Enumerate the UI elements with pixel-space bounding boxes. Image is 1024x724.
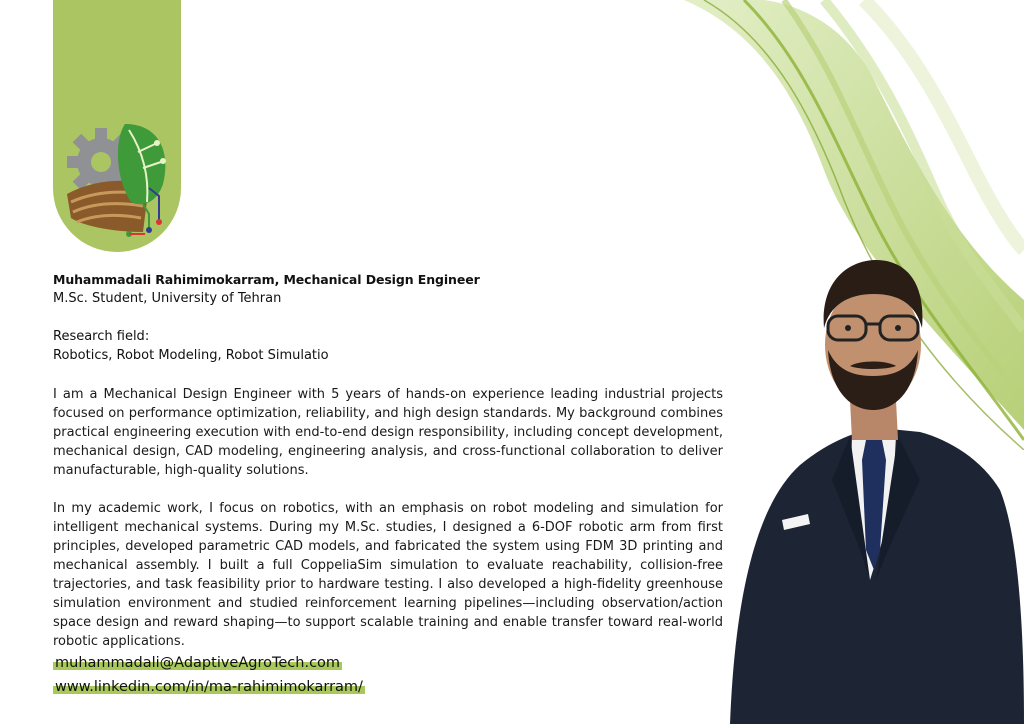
degree-line: M.Sc. Student, University of Tehran xyxy=(53,291,282,306)
research-field-label: Research field: xyxy=(53,329,150,344)
email-text[interactable]: muhammadali@AdaptiveAgroTech.com xyxy=(55,655,341,671)
gear-field-leaf-logo-icon xyxy=(63,122,175,242)
academic-paragraph: In my academic work, I focus on robotics, with an emphasis on robot modeling and simulation for intelligent mechanical systems. During my M.Sc. studies, I designed a 6-DOF robotic arm from first principles, developed parametric CAD models, and fabricated the system using FDM 3D printing and mechanical assembly. I built a full CoppeliaSim simulation to evaluate reachability, collision-free trajectories, and task feasibility prior to hardware testing. I also developed a high-fidelity greenhouse simulation environment and studied reinforcement learning pipelines—including observation/action space design and reward shaping—to support scalable training and enable transfer toward real-world robotic applications. xyxy=(53,501,723,649)
logo-tab xyxy=(53,0,181,252)
portrait-photo xyxy=(720,250,1024,724)
linkedin-contact[interactable] xyxy=(53,679,365,695)
experience-paragraph: I am a Mechanical Design Engineer with 5 years of hands-on experience leading industrial projects focused on performance optimization, reliability, and high design standards. My background combines practical engineering execution with end-to-end design responsibility, including concept development, mechanical design, CAD modeling, engineering analysis, and cross-functional collaboration to deliver manufacturable, high-quality solutions. xyxy=(53,387,723,478)
email-contact[interactable] xyxy=(53,655,342,671)
name-title-line: Muhammadali Rahimimokarram, Mechanical Design Engineer xyxy=(53,272,480,287)
research-field-value: Robotics, Robot Modeling, Robot Simulatio xyxy=(53,348,329,363)
linkedin-text[interactable]: www.linkedin.com/in/ma-rahimimokarram/ xyxy=(55,679,363,695)
